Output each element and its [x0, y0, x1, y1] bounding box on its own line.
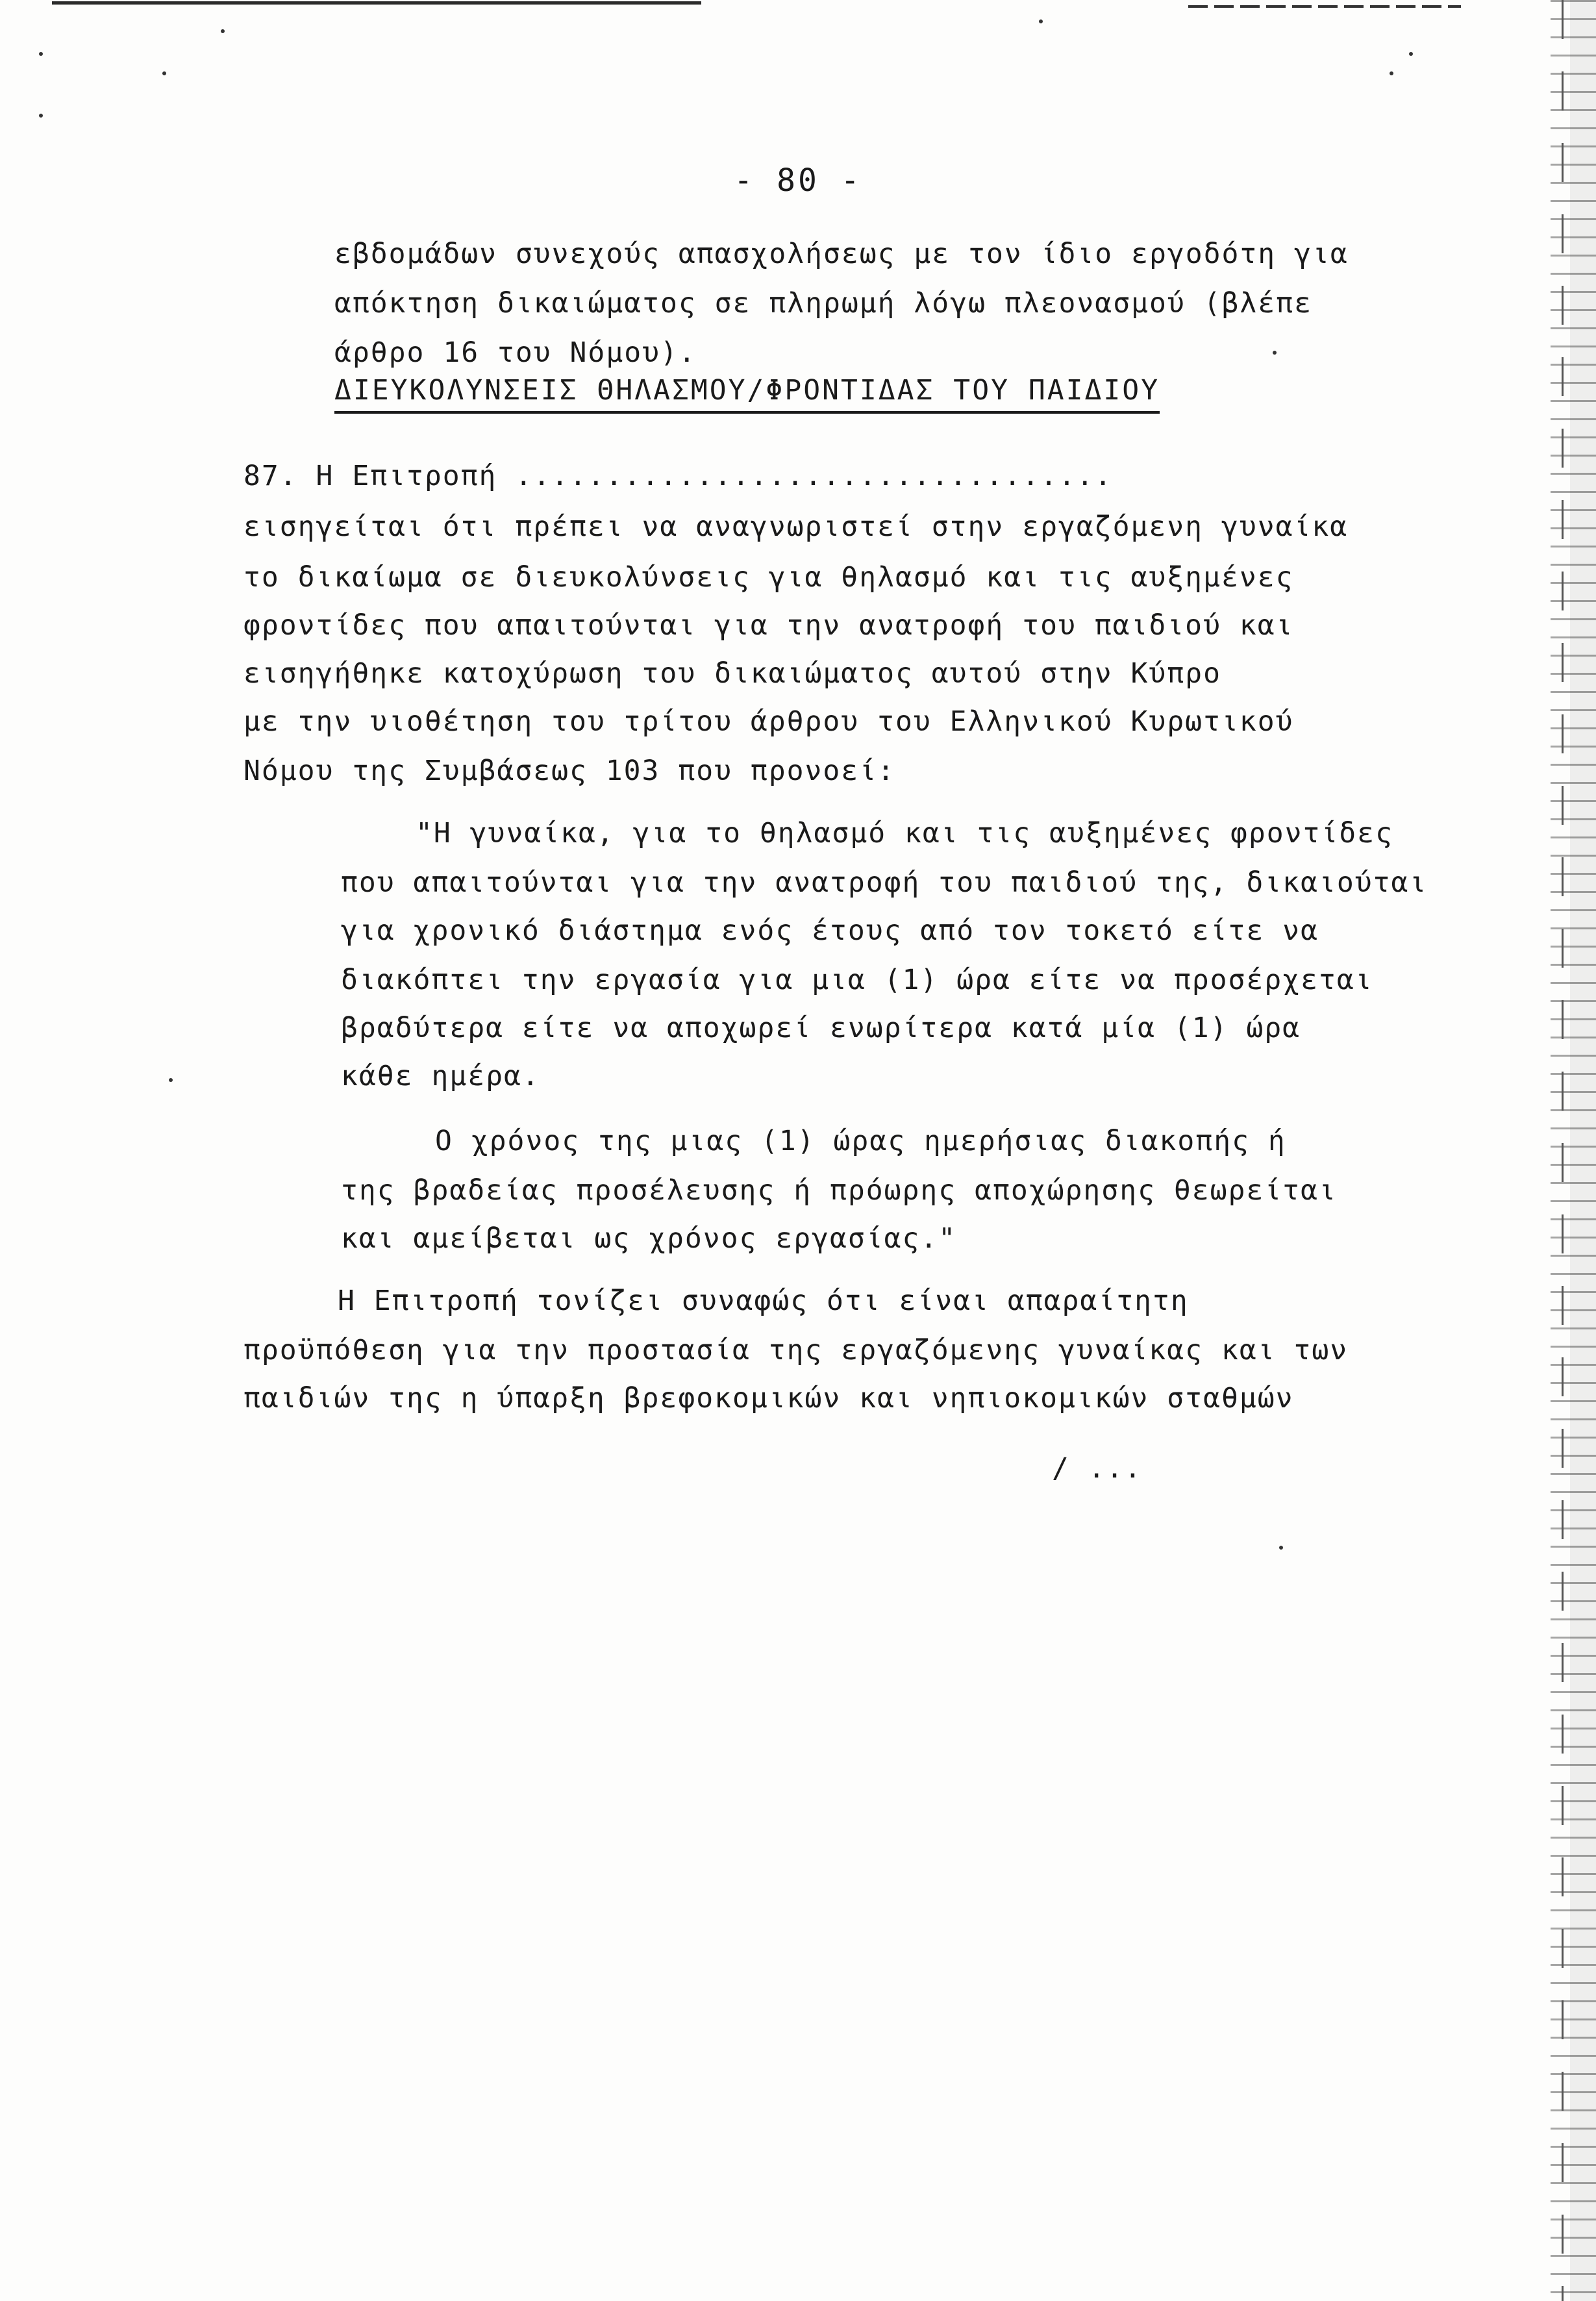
- quote-line: "Η γυναίκα, για το θηλασμό και τις αυξημένες φροντίδες: [416, 817, 1393, 849]
- text-line: Η Επιτροπή τονίζει συναφώς ότι είναι απαραίτητη: [338, 1285, 1189, 1317]
- text-line: παιδιών της η ύπαρξη βρεφοκομικών και νηπιοκομικών σταθμών: [243, 1382, 1294, 1415]
- section-heading: ΔΙΕΥΚΟΛΥΝΣΕΙΣ ΘΗΛΑΣΜΟΥ/ΦΡΟΝΤΙΔΑΣ ΤΟΥ ΠΑΙΔΙΟΥ: [334, 377, 1160, 414]
- text-line: με την υιοθέτηση του τρίτου άρθρου του Ελληνικού Κυρωτικού: [243, 705, 1294, 738]
- text-line: φροντίδες που απαιτούνται για την ανατροφή του παιδιού και: [243, 609, 1294, 642]
- text-line: Νόμου της Συμβάσεως 103 που προνοεί:: [243, 755, 895, 787]
- quote-line: που απαιτούνται για την ανατροφή του παιδιού της, δικαιούται: [341, 866, 1428, 899]
- scan-speck: [1039, 19, 1043, 23]
- top-scan-rule-right: [1188, 5, 1461, 8]
- quote-line: βραδύτερα είτε να αποχωρεί ενωρίτερα κατά μία (1) ώρα: [341, 1012, 1301, 1044]
- quote-line: για χρονικό διάστημα ενός έτους από τον τοκετό είτε να: [341, 914, 1319, 947]
- scan-speck: [1390, 71, 1393, 75]
- text-line: απόκτηση δικαιώματος σε πληρωμή λόγω πλεονασμού (βλέπε: [334, 287, 1312, 320]
- text-line: προϋπόθεση για την προστασία της εργαζόμενης γυναίκας και των: [243, 1334, 1349, 1366]
- quote-line: Ο χρόνος της μιας (1) ώρας ημερήσιας διακοπής ή: [435, 1125, 1286, 1157]
- scan-edge-noise: [1551, 0, 1596, 2301]
- top-scan-rule-left: [52, 1, 701, 5]
- scan-speck: [169, 1078, 173, 1082]
- quote-line: της βραδείας προσέλευσης ή πρόωρης αποχώρησης θεωρείται: [341, 1174, 1337, 1207]
- scan-speck: [221, 29, 225, 33]
- scan-speck: [162, 71, 166, 75]
- text-line: 87. Η Επιτροπή .................................: [243, 460, 1113, 492]
- text-line: άρθρο 16 του Νόμου).: [334, 336, 697, 369]
- page-number: - 80 -: [734, 162, 862, 199]
- text-line: εισηγήθηκε κατοχύρωση του δικαιώματος αυτού στην Κύπρο: [243, 657, 1221, 690]
- continuation-marker: / ...: [1052, 1452, 1143, 1485]
- text-line: εισηγείται ότι πρέπει να αναγνωριστεί στην εργαζόμενη γυναίκα: [243, 510, 1349, 543]
- quote-line: διακόπτει την εργασία για μια (1) ώρα είτε να προσέρχεται: [341, 964, 1373, 996]
- scan-speck: [1409, 52, 1413, 56]
- scan-edge-line: [1562, 0, 1564, 2301]
- quote-line: και αμείβεται ως χρόνος εργασίας.": [341, 1222, 957, 1255]
- scan-speck: [39, 114, 43, 118]
- scan-speck: [39, 52, 43, 56]
- text-line: το δικαίωμα σε διευκολύνσεις για θηλασμό και τις αυξημένες: [243, 561, 1294, 594]
- scan-speck: [1273, 351, 1277, 355]
- text-line: εβδομάδων συνεχούς απασχολήσεως με τον ίδιο εργοδότη για: [334, 238, 1349, 270]
- scan-speck: [1279, 1546, 1283, 1550]
- quote-line: κάθε ημέρα.: [341, 1060, 540, 1092]
